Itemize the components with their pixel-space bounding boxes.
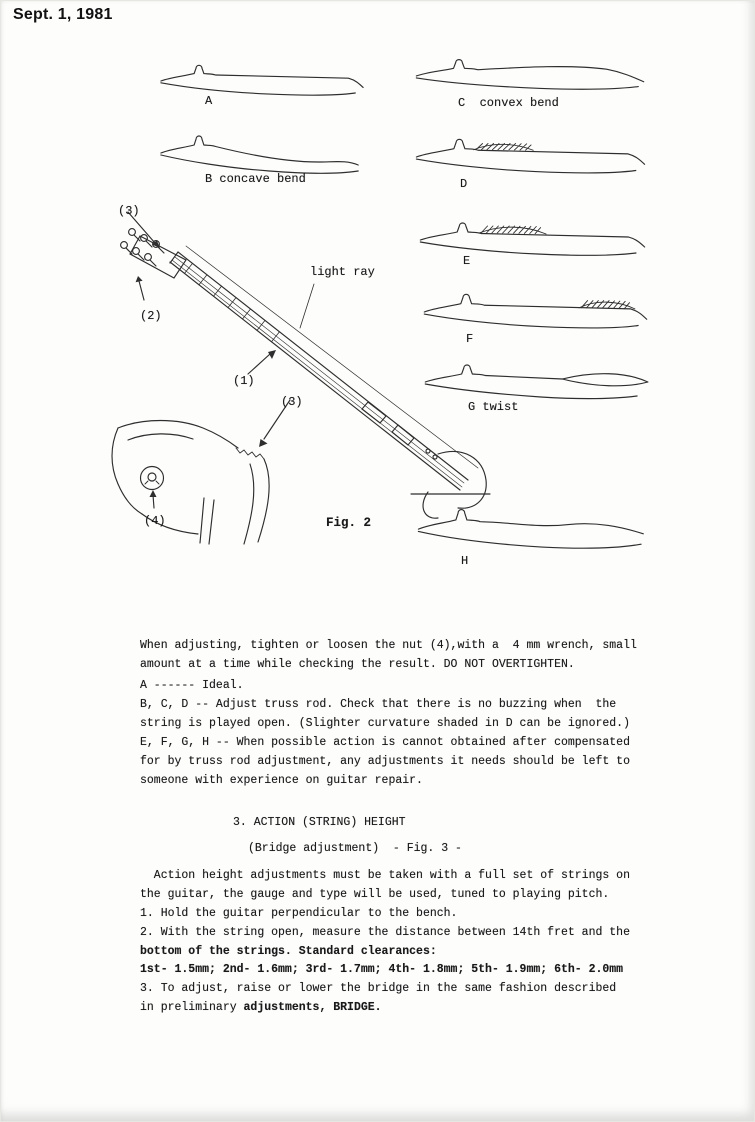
body-text-line: A ------ Ideal.	[140, 679, 244, 692]
para-ideal	[140, 677, 244, 696]
body-text-line: someone with experience on guitar repair.	[140, 773, 423, 787]
fig2-caption: Fig. 2	[326, 516, 372, 530]
para-adjusting	[140, 637, 637, 675]
body-text-line: amount at a time while checking the result. DO NOT OVERTIGHTEN.	[140, 657, 575, 671]
callout-3-top: (3)	[118, 204, 140, 218]
body-text-segment-bold: adjustments, BRIDGE.	[243, 1000, 382, 1014]
callout-3-mid: (3)	[281, 395, 303, 409]
body-text-line: bottom of the strings. Standard clearances:	[140, 944, 437, 958]
body-text-line: When adjusting, tighten or loosen the nut (4),with a 4 mm wrench, small	[140, 639, 637, 652]
neck-profile-c-drawing	[412, 50, 647, 100]
body-text-line: string is played open. (Slighter curvature shaded in D can be ignored.)	[140, 716, 630, 730]
body-text-line: B, C, D -- Adjust truss rod. Check that there is no buzzing when the	[140, 698, 617, 711]
light-ray-label: light ray	[310, 265, 375, 279]
para-action-height	[140, 867, 630, 905]
body-text-line: the guitar, the gauge and type will be used, tuned to playing pitch.	[140, 887, 610, 901]
list-item-2	[140, 924, 630, 962]
diagram-c-label: C convex bend	[458, 96, 559, 110]
body-text-line: E, F, G, H -- When possible action is cannot obtained after compensated	[140, 736, 630, 749]
section-heading: 3. ACTION (STRING) HEIGHT	[233, 816, 406, 829]
callout-2: (2)	[140, 309, 162, 323]
neck-profile-a-drawing	[157, 57, 367, 105]
body-text-line: for by truss rod adjustment, any adjustments it needs should be left to	[140, 754, 630, 768]
neck-profile-d-drawing	[412, 130, 649, 184]
section-subheading: (Bridge adjustment) - Fig. 3 -	[248, 842, 462, 855]
body-text-line: Action height adjustments must be taken with a full set of strings on	[140, 869, 630, 882]
diagram-h-label: H	[461, 554, 469, 568]
diagram-b-label: B concave bend	[205, 172, 306, 186]
body-text-line: 3. To adjust, raise or lower the bridge in the same fashion described	[140, 982, 617, 995]
para-bcd	[140, 696, 630, 734]
callout-4: (4)	[144, 514, 166, 528]
para-efgh	[140, 734, 630, 790]
callout-1: (1)	[233, 374, 255, 388]
body-text-line: 2. With the string open, measure the distance between 14th fret and the	[140, 926, 630, 939]
date-header: Sept. 1, 1981	[13, 6, 113, 23]
body-text-segment: in preliminary	[140, 1000, 244, 1014]
fig2-guitar-sighting-drawing	[98, 196, 495, 554]
diagram-g-label: G twist	[468, 400, 519, 414]
list-item-3	[140, 980, 616, 1018]
list-item-1: 1. Hold the guitar perpendicular to the bench.	[140, 907, 458, 920]
body-text-line	[140, 999, 616, 1018]
diagram-e-label: E	[463, 254, 471, 268]
diagram-f-label: F	[466, 332, 474, 346]
diagram-d-label: D	[460, 177, 468, 191]
clearances-line: 1st- 1.5mm; 2nd- 1.6mm; 3rd- 1.7mm; 4th- 1.8mm; 5th- 1.9mm; 6th- 2.0mm	[140, 963, 624, 976]
diagram-a-label: A	[205, 94, 213, 108]
